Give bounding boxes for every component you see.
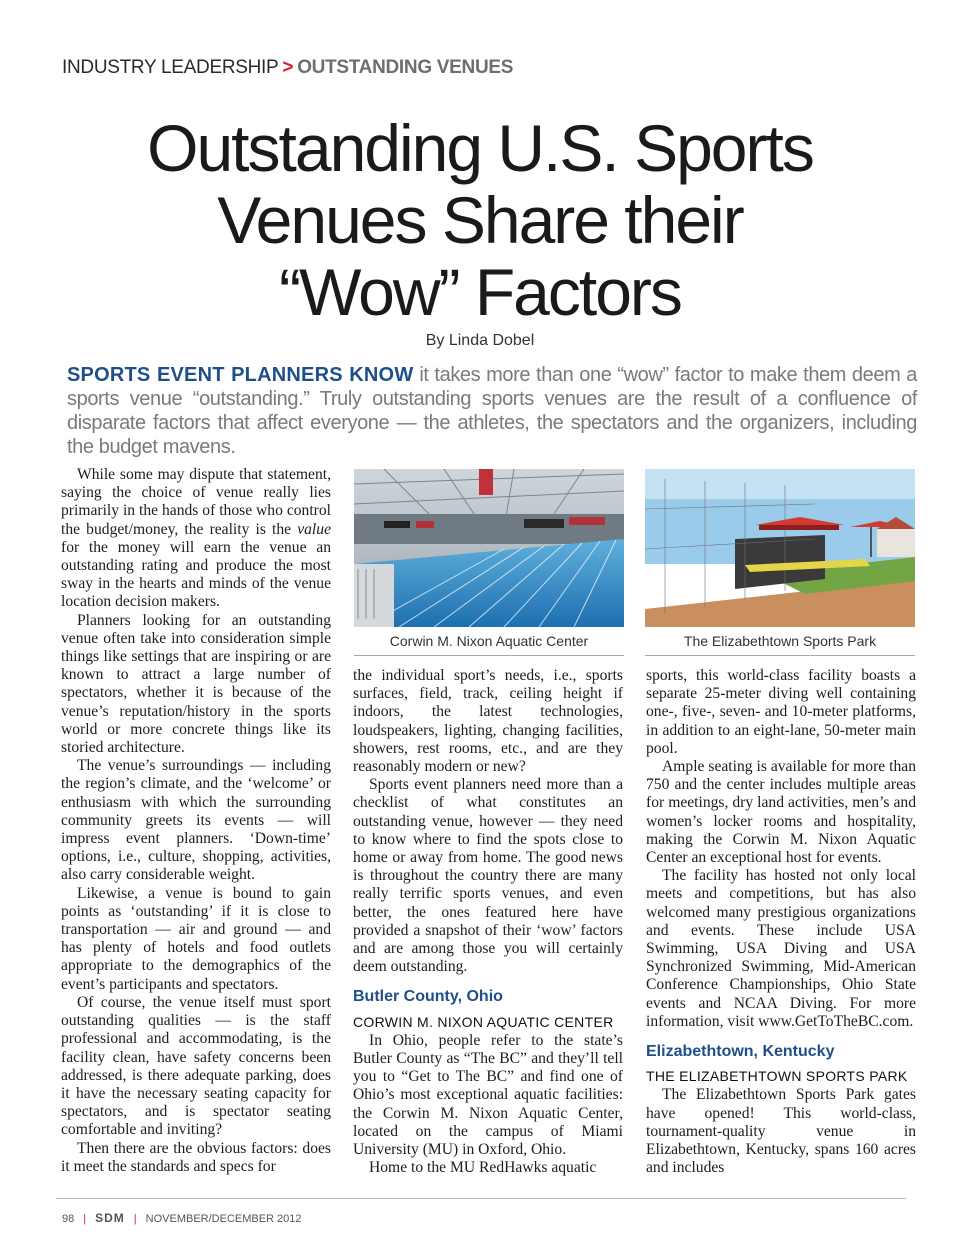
footer-divider: | [133, 1213, 137, 1225]
paragraph: Then there are the obvious factors: does it meet the standards and specs for [61, 1139, 331, 1175]
byline: By Linda Dobel [425, 332, 535, 349]
venue-heading: CORWIN M. NIXON AQUATIC CENTER [353, 1013, 614, 1030]
location-heading: Butler County, Ohio [353, 988, 503, 1006]
paragraph: The venue’s surroundings — including the region’s climate, and the ‘welcome’ or enthusiasm with which the surrounding community greets its events — will impress event planners. ‘Down-time’ options, i.e., culture, shopping, activities, also carry considerable weight. [61, 757, 331, 884]
aquatic-center-image [354, 469, 624, 627]
deck-lead: SPORTS EVENT PLANNERS KNOW [67, 364, 414, 386]
sports-park-image [645, 469, 915, 627]
paragraph: the individual sport’s needs, i.e., sports surfaces, field, track, ceiling height if indoors, the latest technologies, loudspeakers, lighting, changing facilities, showers, rest rooms, etc., and are they reasonably modern or new? [353, 667, 623, 776]
paragraph: sports, this world-class facility boasts a separate 25-meter diving well containing one-, five-, seven- and 10-meter platforms, in addition to an eight-lane, 50-meter main pool. [646, 667, 916, 757]
paragraph: Home to the MU RedHawks aquatic [369, 1159, 597, 1177]
paragraph-text: While some may dispute that statement, saying the choice of venue really lies primarily in the hands of those who control the budget/money, the reality is the [61, 466, 331, 538]
paragraph: Of course, the venue itself must sport outstanding qualities — is the staff professional and accommodating, is the facility clean, have safety concerns been addressed, is there adequate parking, does it have the necessary seating capacity for spectators, and is spectator seating comfortable and inviting? [61, 993, 331, 1139]
venue-heading: THE ELIZABETHTOWN SPORTS PARK [646, 1068, 908, 1085]
body-column-2 [353, 667, 623, 1177]
article-title [40, 112, 920, 328]
footer-rule [56, 1198, 906, 1199]
paragraph: Sports event planners need more than a checklist of what constitutes an outstanding venue, however — they need to know where to find the spots close to home or away from home. The good news is throughout the country there are many really terrific sports venues, and even better, the ones featured here have provided a snapshot of their ‘wow’ factors and are among those you will certainly deem outstanding. [353, 776, 623, 976]
section-current: OUTSTANDING VENUES [297, 57, 514, 78]
section-prefix: INDUSTRY LEADERSHIP [62, 57, 279, 78]
paragraph [61, 466, 331, 612]
publication-name: SDM [95, 1211, 125, 1225]
paragraph: The facility has hosted not only local meets and competitions, but has also welcomed many prestigious organizations and events. These include USA Swimming, USA Diving and USA Synchronized Swimming, Mid-American Conference Championships, Ohio State events and NCAA Diving. For more information, visit www.GetToTheBC.com. [646, 867, 916, 1030]
page-number: 98 [62, 1213, 75, 1225]
paragraph: Likewise, a venue is bound to gain points as ‘outstanding’ if it is close to transportation — air and ground — and has plenty of hotels and food outlets appropriate to the demographics of the event’s participants and spectators. [61, 884, 331, 993]
paragraph-text: for the money will earn the venue an outstanding rating and produce the most sway in the hearts and minds of the venue location decision makers. [61, 538, 331, 611]
title-line-3: “Wow” Factors [279, 255, 681, 329]
breadcrumb-separator: > [282, 57, 294, 78]
issue-date: NOVEMBER/DECEMBER 2012 [145, 1213, 302, 1225]
caption-rule [354, 655, 624, 656]
paragraph: The Elizabethtown Sports Park gates have opened! This world-class, tournament-quality venue in Elizabethtown, Kentucky, spans 160 acres and includes [646, 1086, 916, 1177]
emphasis-text: value [297, 520, 331, 538]
page-footer [62, 1211, 302, 1225]
body-column-1 [61, 466, 331, 1176]
deck-text: it takes more than one “wow” factor to make them deem a sports venue “outstanding.” Truly outstanding sports venues are the result of a confluence of disparate factors that affect everyone — the athletes, the spectators and the organizers, including the budget mavens. [67, 364, 918, 458]
section-breadcrumb [62, 57, 513, 79]
paragraph: In Ohio, people refer to the state’s Butler County as “The BC” and they’ll tell you to “Get to The BC” and find one of Ohio’s most exceptional aquatic facilities: the Corwin M. Nixon Aquatic Center, located on the campus of Miami University (MU) in Oxford, Ohio. [353, 1031, 623, 1159]
footer-divider: | [83, 1213, 87, 1225]
article-deck [67, 363, 917, 459]
location-heading: Elizabethtown, Kentucky [646, 1043, 835, 1061]
paragraph: Ample seating is available for more than 750 and the center includes multiple areas for meetings, dry land activities, men’s and women’s locker rooms and hospitality, making the Corwin M. Nixon Aquatic Center an exceptional host for events. [646, 758, 916, 867]
paragraph: Planners looking for an outstanding venue often take into consideration simple things like settings that are inspiring or are known to attract a large number of spectators, whether it is because of the venue’s reputation/history in the sports world or more concrete things like its storied architecture. [61, 611, 331, 757]
aquatic-center-photo [354, 469, 624, 627]
photo-caption: Corwin M. Nixon Aquatic Center [389, 633, 589, 649]
sports-park-photo [645, 469, 915, 627]
caption-rule [645, 655, 915, 656]
title-line-2: Venues Share their [217, 183, 743, 257]
title-line-1: Outstanding U.S. Sports [147, 111, 813, 185]
body-column-3 [646, 667, 916, 1177]
photo-caption: The Elizabethtown Sports Park [683, 633, 877, 649]
